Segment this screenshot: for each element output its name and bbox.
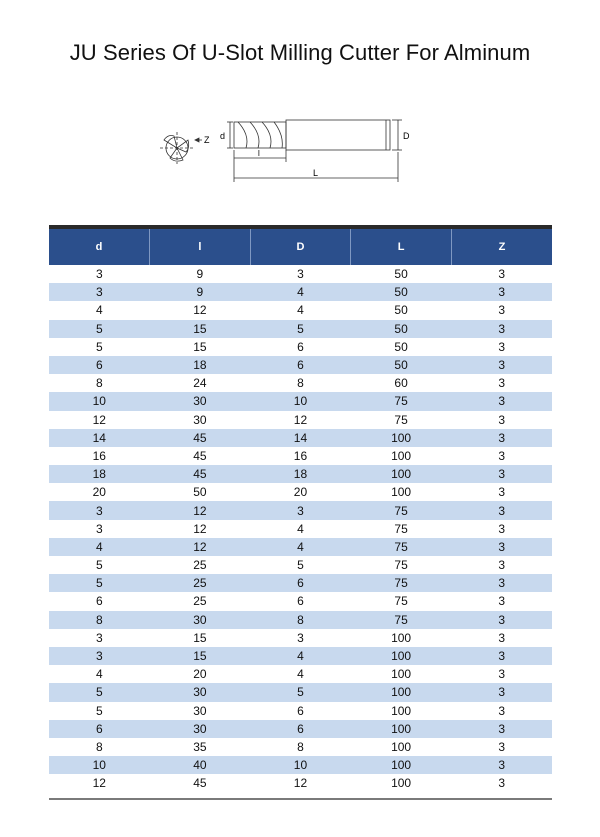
- table-cell: 14: [250, 429, 351, 447]
- table-row: [49, 501, 552, 519]
- table-cell: 100: [351, 647, 452, 665]
- table-cell: 14: [49, 429, 150, 447]
- table-cell: 30: [150, 702, 251, 720]
- table-cell: 4: [250, 301, 351, 319]
- table-cell: 3: [451, 738, 552, 756]
- table-cell: 3: [451, 411, 552, 429]
- table-cell: 3: [451, 574, 552, 592]
- table-cell: 75: [351, 411, 452, 429]
- table-cell: 3: [49, 629, 150, 647]
- table-cell: 3: [451, 338, 552, 356]
- table-cell: 25: [150, 592, 251, 610]
- table-row: [49, 665, 552, 683]
- table-cell: 20: [150, 665, 251, 683]
- table-cell: 45: [150, 429, 251, 447]
- header-d: d: [49, 229, 150, 265]
- table-cell: 4: [250, 647, 351, 665]
- table-row: [49, 374, 552, 392]
- table-row: [49, 265, 552, 283]
- table-row: [49, 320, 552, 338]
- table-cell: 15: [150, 647, 251, 665]
- table-cell: 100: [351, 483, 452, 501]
- table-cell: 3: [451, 702, 552, 720]
- table-cell: 25: [150, 574, 251, 592]
- table-cell: 3: [451, 556, 552, 574]
- table-row: [49, 411, 552, 429]
- table-cell: 3: [451, 483, 552, 501]
- table-cell: 75: [351, 574, 452, 592]
- header-L: L: [351, 229, 452, 265]
- table-cell: 4: [49, 665, 150, 683]
- table-cell: 3: [451, 774, 552, 792]
- header-D: D: [250, 229, 351, 265]
- table-cell: 10: [250, 756, 351, 774]
- table-cell: 3: [451, 520, 552, 538]
- table-cell: 3: [49, 520, 150, 538]
- table-cell: 12: [150, 538, 251, 556]
- table-row: [49, 611, 552, 629]
- table-cell: 100: [351, 774, 452, 792]
- table-cell: 30: [150, 392, 251, 410]
- page-title: JU Series Of U-Slot Milling Cutter For Alminum: [69, 40, 531, 65]
- table-row: [49, 538, 552, 556]
- table-cell: 6: [49, 592, 150, 610]
- table-cell: 5: [250, 556, 351, 574]
- table-cell: 3: [451, 665, 552, 683]
- table-cell: 8: [250, 738, 351, 756]
- table-cell: 4: [250, 520, 351, 538]
- table-cell: 5: [49, 338, 150, 356]
- table-cell: 18: [250, 465, 351, 483]
- table-cell: 8: [49, 374, 150, 392]
- table-row: [49, 392, 552, 410]
- table-cell: 4: [250, 283, 351, 301]
- table-cell: 3: [451, 320, 552, 338]
- table-cell: 3: [451, 720, 552, 738]
- table-row: [49, 447, 552, 465]
- table-cell: 3: [451, 683, 552, 701]
- table-cell: 3: [451, 501, 552, 519]
- table-cell: 3: [451, 611, 552, 629]
- table-cell: 5: [49, 556, 150, 574]
- table-cell: 45: [150, 447, 251, 465]
- table-cell: 3: [451, 392, 552, 410]
- table-row: [49, 629, 552, 647]
- table-cell: 9: [150, 283, 251, 301]
- table-cell: 18: [150, 356, 251, 374]
- table-cell: 5: [49, 702, 150, 720]
- table-cell: 3: [451, 592, 552, 610]
- table-cell: 50: [351, 356, 452, 374]
- table-cell: 6: [49, 720, 150, 738]
- table-row: [49, 338, 552, 356]
- table-cell: 50: [150, 483, 251, 501]
- table-cell: 35: [150, 738, 251, 756]
- table-cell: 3: [250, 501, 351, 519]
- table-cell: 30: [150, 720, 251, 738]
- table-cell: 100: [351, 756, 452, 774]
- table-cell: 50: [351, 338, 452, 356]
- table-cell: 10: [49, 756, 150, 774]
- table-cell: 60: [351, 374, 452, 392]
- cutter-diagram: [150, 110, 420, 190]
- table-cell: 4: [250, 538, 351, 556]
- table-cell: 6: [250, 592, 351, 610]
- table-cell: 25: [150, 556, 251, 574]
- table-cell: 4: [250, 665, 351, 683]
- table-cell: 6: [250, 338, 351, 356]
- table-cell: 5: [250, 320, 351, 338]
- table-cell: 3: [451, 756, 552, 774]
- table-cell: 4: [49, 301, 150, 319]
- z-label: Z: [204, 135, 210, 145]
- table-cell: 6: [49, 356, 150, 374]
- table-cell: 20: [250, 483, 351, 501]
- table-cell: 3: [451, 301, 552, 319]
- l-label: l: [258, 149, 260, 158]
- table-row: [49, 574, 552, 592]
- table-body: [49, 265, 552, 792]
- table-cell: 30: [150, 683, 251, 701]
- table-cell: 75: [351, 556, 452, 574]
- table-cell: 6: [250, 720, 351, 738]
- table-cell: 3: [451, 265, 552, 283]
- table-row: [49, 520, 552, 538]
- table-cell: 16: [250, 447, 351, 465]
- table-cell: 24: [150, 374, 251, 392]
- table-cell: 75: [351, 592, 452, 610]
- table-cell: 15: [150, 629, 251, 647]
- table-cell: 12: [49, 774, 150, 792]
- table-cell: 8: [250, 374, 351, 392]
- table-cell: 40: [150, 756, 251, 774]
- table-cell: 5: [49, 574, 150, 592]
- table-cell: 10: [250, 392, 351, 410]
- table-cell: 9: [150, 265, 251, 283]
- D-label: D: [403, 131, 410, 141]
- table-cell: 12: [150, 301, 251, 319]
- table-cell: 5: [49, 683, 150, 701]
- table-row: [49, 738, 552, 756]
- table-cell: 100: [351, 702, 452, 720]
- table-row: [49, 647, 552, 665]
- table-cell: 3: [49, 647, 150, 665]
- table-cell: 3: [451, 374, 552, 392]
- table-cell: 75: [351, 611, 452, 629]
- table-cell: 12: [49, 411, 150, 429]
- table-cell: 8: [49, 738, 150, 756]
- table-cell: 3: [451, 447, 552, 465]
- table-cell: 3: [451, 465, 552, 483]
- table-row: [49, 683, 552, 701]
- table-row: [49, 702, 552, 720]
- table-cell: 100: [351, 665, 452, 683]
- table-cell: 12: [250, 774, 351, 792]
- table-row: [49, 774, 552, 792]
- table-cell: 3: [250, 265, 351, 283]
- spec-table: [49, 229, 552, 792]
- table-cell: 12: [150, 520, 251, 538]
- table-cell: 3: [49, 283, 150, 301]
- table-cell: 100: [351, 447, 452, 465]
- table-row: [49, 720, 552, 738]
- table-cell: 100: [351, 738, 452, 756]
- table-cell: 6: [250, 574, 351, 592]
- table-row: [49, 283, 552, 301]
- table-cell: 3: [49, 265, 150, 283]
- table-cell: 45: [150, 774, 251, 792]
- table-cell: 30: [150, 611, 251, 629]
- table-row: [49, 483, 552, 501]
- table-cell: 8: [250, 611, 351, 629]
- table-cell: 16: [49, 447, 150, 465]
- table-row: [49, 756, 552, 774]
- table-cell: 6: [250, 356, 351, 374]
- table-cell: 75: [351, 520, 452, 538]
- table-row: [49, 592, 552, 610]
- table-header-row: [49, 229, 552, 265]
- header-Z: Z: [451, 229, 552, 265]
- header-l: l: [150, 229, 251, 265]
- table-cell: 100: [351, 720, 452, 738]
- table-cell: 20: [49, 483, 150, 501]
- table-cell: 50: [351, 265, 452, 283]
- table-cell: 3: [451, 647, 552, 665]
- table-cell: 50: [351, 283, 452, 301]
- table-row: [49, 556, 552, 574]
- table-cell: 3: [250, 629, 351, 647]
- table-bottom-rule: [49, 798, 552, 800]
- table-cell: 6: [250, 702, 351, 720]
- table-cell: 12: [150, 501, 251, 519]
- table-cell: 5: [49, 320, 150, 338]
- table-row: [49, 429, 552, 447]
- table-row: [49, 356, 552, 374]
- table-cell: 3: [451, 538, 552, 556]
- table-cell: 12: [250, 411, 351, 429]
- table-cell: 30: [150, 411, 251, 429]
- table-cell: 100: [351, 629, 452, 647]
- d-label: d: [220, 131, 226, 141]
- table-cell: 50: [351, 320, 452, 338]
- table-row: [49, 465, 552, 483]
- table-cell: 75: [351, 392, 452, 410]
- table-cell: 18: [49, 465, 150, 483]
- table-cell: 75: [351, 501, 452, 519]
- table-cell: 15: [150, 320, 251, 338]
- table-cell: 100: [351, 429, 452, 447]
- table-cell: 5: [250, 683, 351, 701]
- table-cell: 45: [150, 465, 251, 483]
- end-view-drawing: [160, 132, 202, 164]
- table-cell: 100: [351, 683, 452, 701]
- table-cell: 10: [49, 392, 150, 410]
- L-label: L: [313, 168, 319, 178]
- table-cell: 8: [49, 611, 150, 629]
- table-cell: 3: [451, 429, 552, 447]
- table-row: [49, 301, 552, 319]
- table-cell: 3: [49, 501, 150, 519]
- table-cell: 100: [351, 465, 452, 483]
- table-cell: 3: [451, 283, 552, 301]
- table-cell: 3: [451, 629, 552, 647]
- table-cell: 3: [451, 356, 552, 374]
- table-cell: 75: [351, 538, 452, 556]
- table-cell: 50: [351, 301, 452, 319]
- table-cell: 4: [49, 538, 150, 556]
- table-cell: 15: [150, 338, 251, 356]
